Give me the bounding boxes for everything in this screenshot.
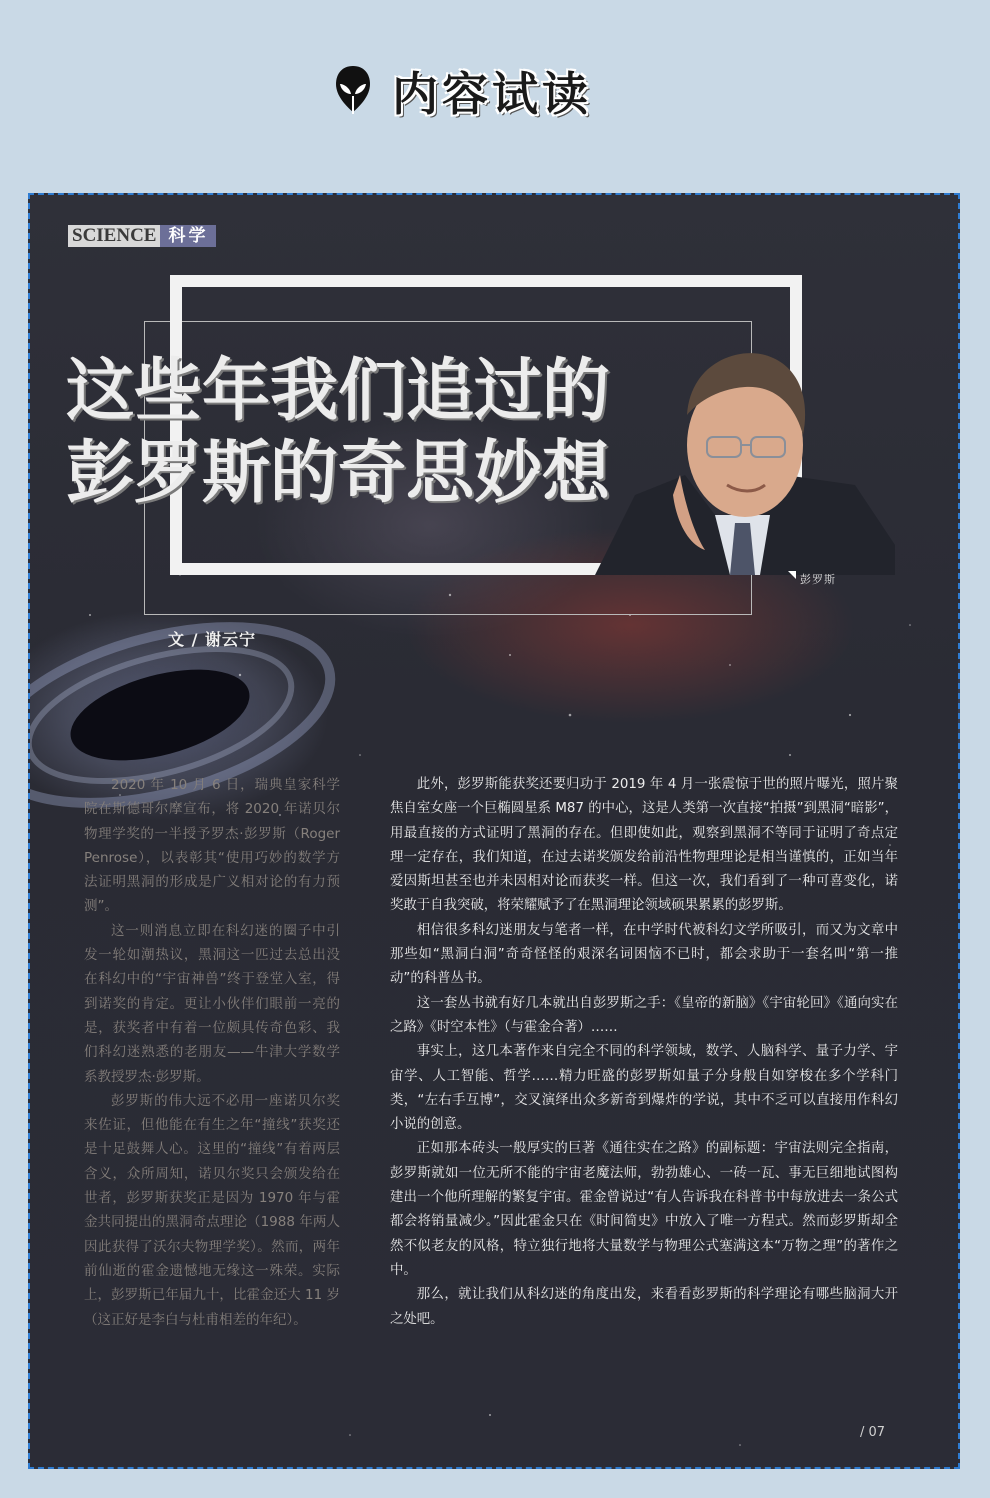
paragraph: 正如那本砖头一般厚实的巨著《通往实在之路》的副标题：宇宙法则完全指南，彭罗斯就如一位无所不能的宇宙老魔法师，勃勃雄心、一砖一瓦、事无巨细地试图构建出一个他所理解的繁复宇宙。霍金曾说过“有人告诉我在科普书中每放进去一条公式都会将销量减少。”因此霍金只在《时间简史》中放入了唯一方程式。然而彭罗斯却全然不似老友的风格，特立独行地将大量数学与物理公式塞满这本“万物之理”的著作之中。 bbox=[390, 1141, 898, 1278]
paragraph: 事实上，这几本著作来自完全不同的科学领域，数学、人脑科学、量子力学、宇宙学、人工智能、哲学……精力旺盛的彭罗斯如量子分身般自如穿梭在多个学科门类，“左右手互博”，交叉演绎出众多新奇到爆炸的学说，其中不乏可以直接用作科幻小说的创意。 bbox=[390, 1044, 898, 1133]
paragraph: 这一则消息立即在科幻迷的圈子中引发一轮如潮热议，黑洞这一匹过去总出没在科幻中的“宇宙神兽”终于登堂入室，得到诺奖的肯定。更让小伙伴们眼前一亮的是，获奖者中有着一位颇具传奇色彩、我们科幻迷熟悉的老朋友——牛津大学数学系教授罗杰·彭罗斯。 bbox=[84, 922, 340, 1085]
alien-head-icon bbox=[334, 64, 372, 114]
photo-caption: 彭罗斯 bbox=[800, 573, 836, 586]
paragraph: 彭罗斯的伟大远不必用一座诺贝尔奖来佐证，但他能在有生之年“撞线”获奖还是十足鼓舞人心。这里的“撞线”有着两层含义，众所周知，诺贝尔奖只会颁发给在世者，彭罗斯获奖正是因为 1970 年与霍金共同提出的黑洞奇点理论（1988 年两人因此获得了沃尔夫物理学奖）。然而，两年前仙逝的霍金遗憾地无缘这一殊荣。实际上，彭罗斯已年届九十，比霍金还大 11 岁（这正好是李白与杜甫相差的年纪）。 bbox=[84, 1092, 340, 1328]
preview-header bbox=[0, 0, 990, 190]
byline: 文 / 谢云宁 bbox=[168, 630, 256, 649]
section-tag bbox=[68, 225, 216, 247]
paragraph: 那么，就让我们从科幻迷的角度出发，来看看彭罗斯的科学理论有哪些脑洞大开之处吧。 bbox=[390, 1287, 898, 1327]
article-title-line-1: 这些年我们追过的 bbox=[66, 352, 611, 431]
caption-marker bbox=[788, 571, 796, 579]
page-number: / 07 bbox=[860, 1425, 886, 1440]
section-tag-en: SCIENCE bbox=[68, 225, 160, 247]
paragraph: 这一套丛书就有好几本就出自彭罗斯之手：《皇帝的新脑》《宇宙轮回》《通向实在之路》《时空本性》（与霍金合著）…… bbox=[390, 995, 898, 1035]
right-column bbox=[390, 773, 898, 1332]
magazine-page bbox=[28, 193, 960, 1469]
paragraph: 此外，彭罗斯能获奖还要归功于 2019 年 4 月一张震惊于世的照片曝光，照片聚焦自室女座一个巨椭圆星系 M87 的中心，这是人类第一次直接“拍摄”到黑洞“暗影”，用最直接的方式证明了黑洞的存在。但即使如此，观察到黑洞不等同于证明了奇点定理一定存在，我们知道，在过去诺奖颁发给前沿性物理理论是相当谨慎的，正如当年爱因斯坦甚至也并未因相对论而获奖一样。但这一次，我们看到了一种可喜变化，诺奖敢于自我突破，将荣耀赋予了在黑洞理论领域硕果累累的彭罗斯。 bbox=[390, 777, 898, 914]
section-tag-cn: 科学 bbox=[160, 225, 216, 247]
paragraph: 相信很多科幻迷朋友与笔者一样，在中学时代被科幻文学所吸引，而又为文章中那些如“黑洞白洞”奇奇怪怪的艰深名词困恼不已时，都会求助于一套名叫“第一推动”的科普丛书。 bbox=[390, 922, 898, 987]
article-title bbox=[66, 351, 666, 515]
article-title-line-2: 彭罗斯的奇思妙想 bbox=[66, 434, 611, 513]
left-column bbox=[84, 773, 340, 1332]
paragraph: 2020 年 10 月 6 日，瑞典皇家科学院在斯德哥尔摩宣布，将 2020 年诺贝尔物理学奖的一半授予罗杰·彭罗斯（Roger Penrose），以表彰其“使用巧妙的数学方法证明黑洞的形成是广义相对论的有力预测”。 bbox=[84, 777, 340, 915]
preview-title: 内容试读 bbox=[392, 67, 592, 121]
